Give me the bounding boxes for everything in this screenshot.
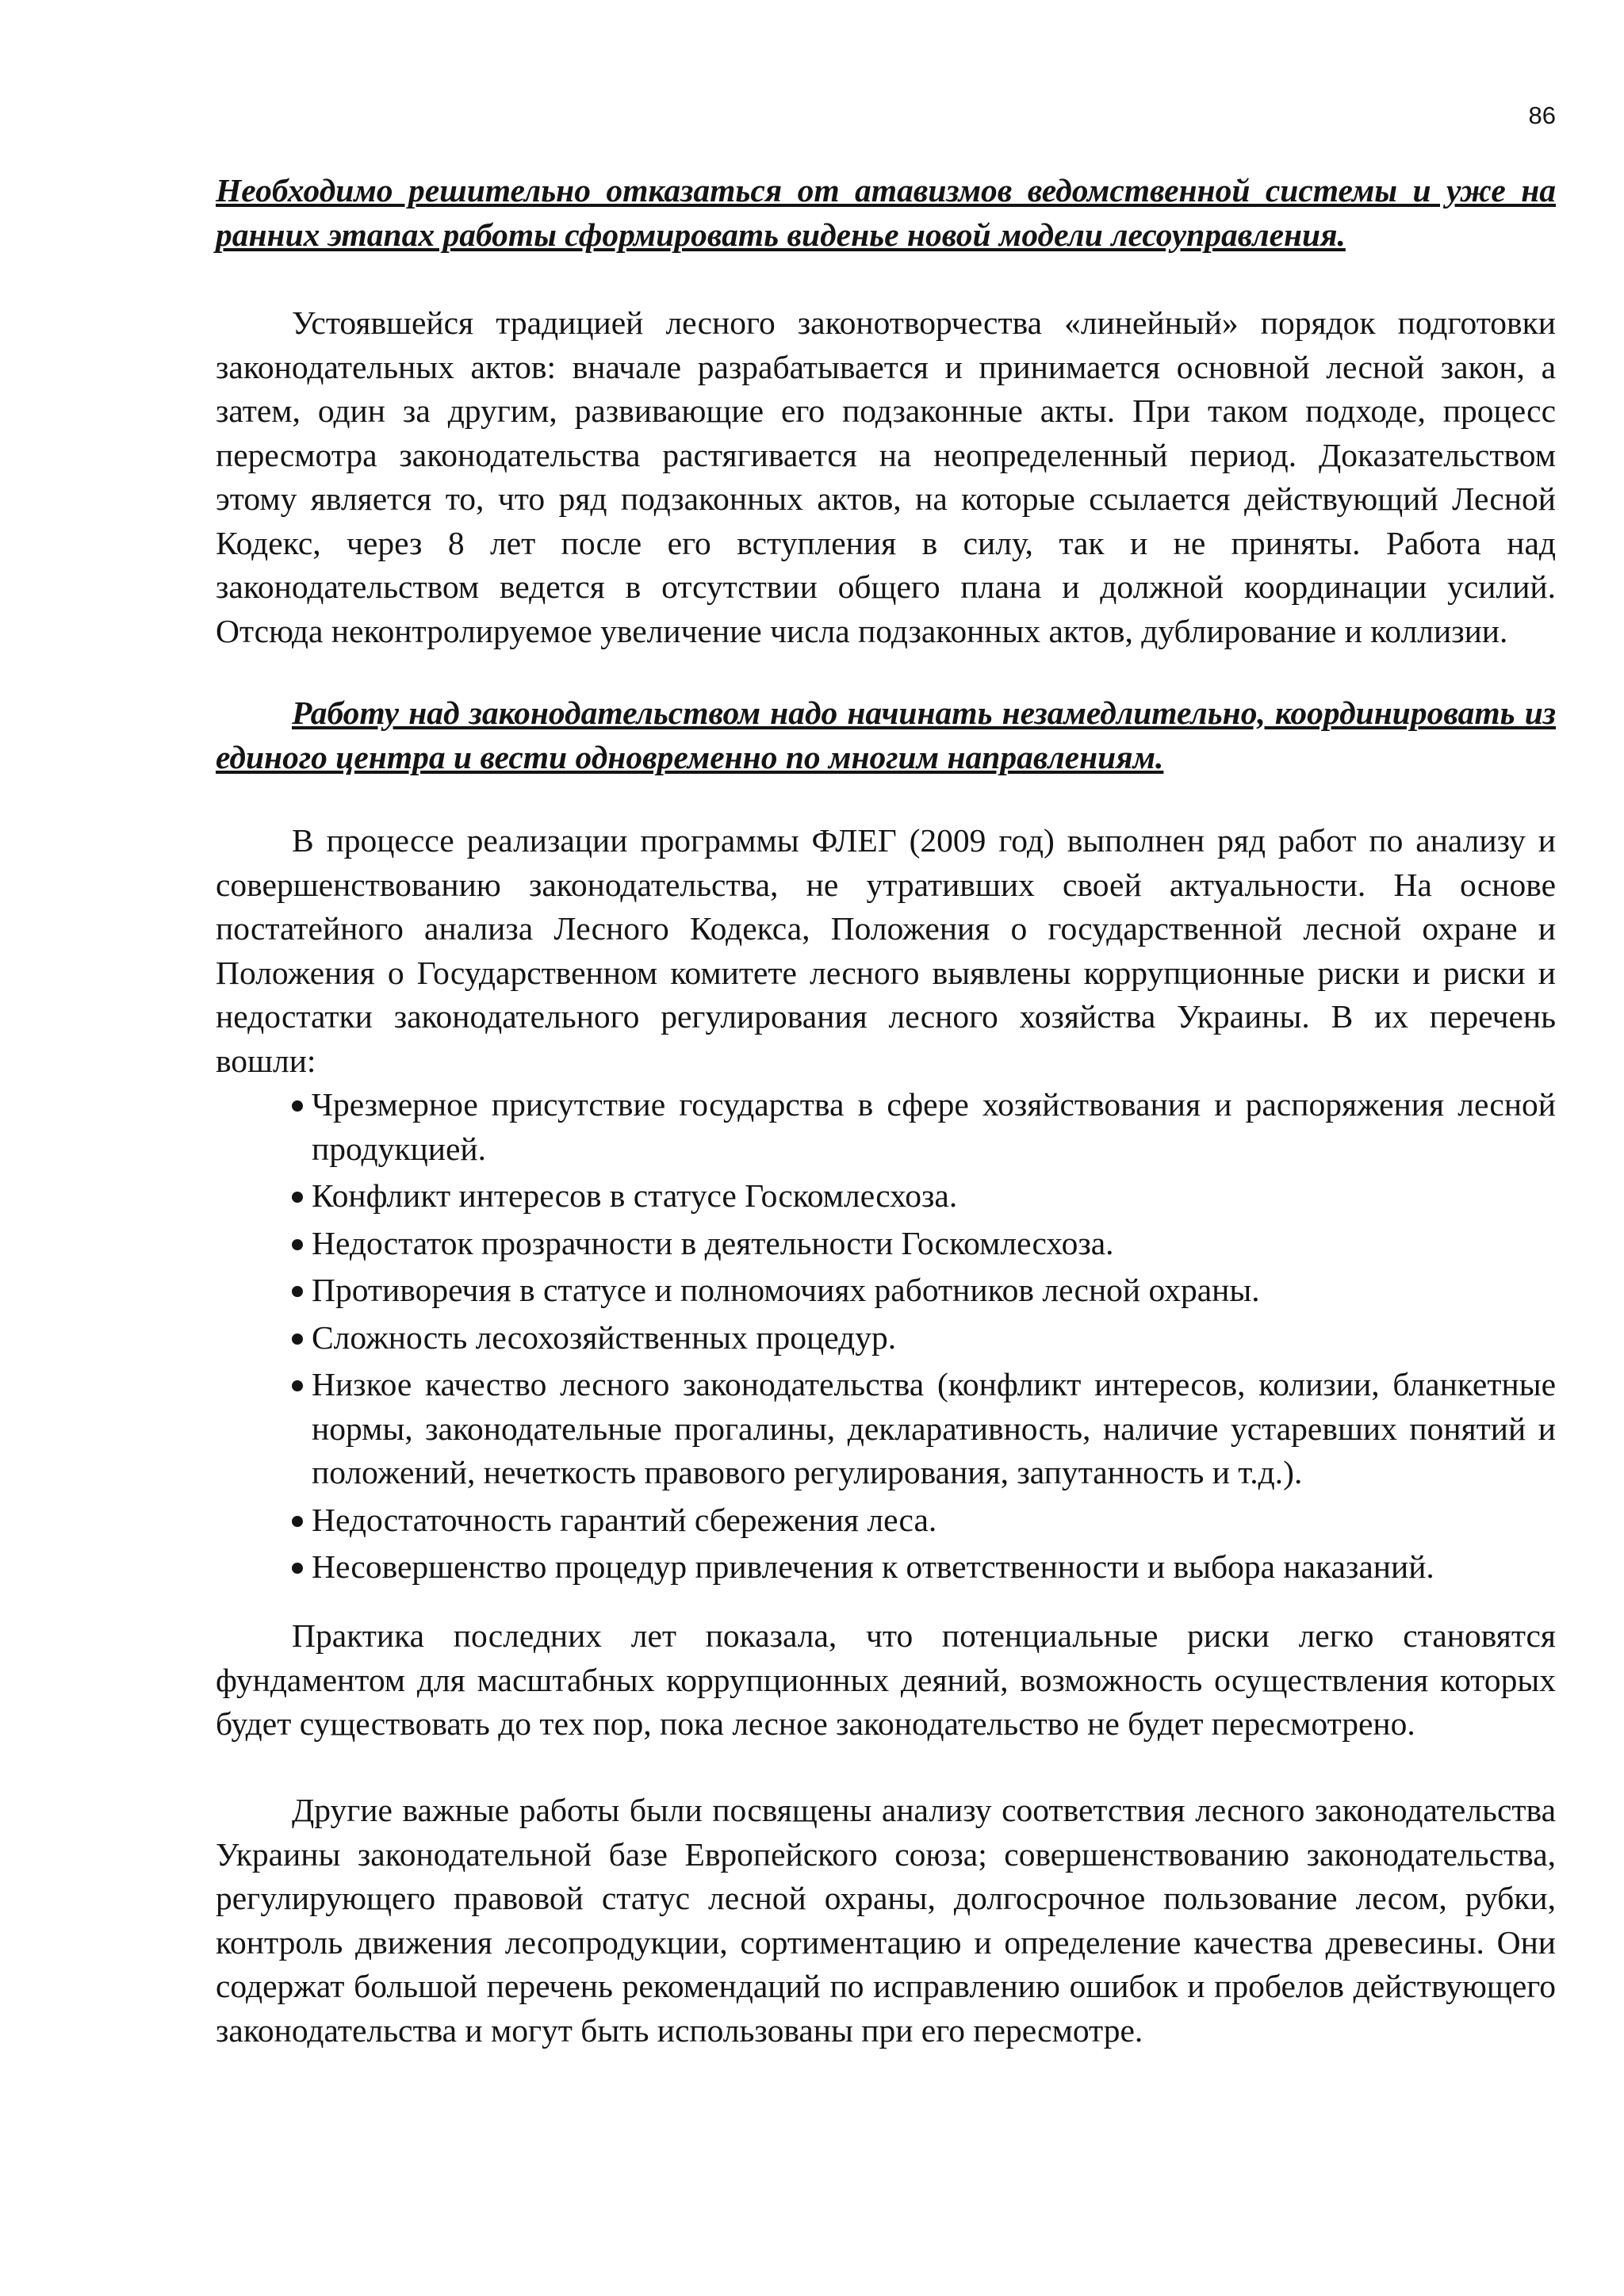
bullet-icon bbox=[292, 1334, 303, 1345]
bullet-icon bbox=[292, 1100, 303, 1112]
list-item: Недостаточность гарантий сбережения леса. bbox=[292, 1498, 1556, 1543]
paragraph-4: Другие важные работы были посвящены анализу соответствия лесного законодательства Украины законодательной базе Европейского союза; совершенствованию законодательства, регулирующего правовой статус лесной охраны, долгосрочное пользование лесом, рубки, контроль движения лесопродукции, сортиментацию и определение качества древесины. Они содержат большой перечень рекомендаций по исправлению ошибок и пробелов действующего законодательства и могут быть использованы при его пересмотре. bbox=[216, 1792, 1556, 2049]
list-item: Недостаток прозрачности в деятельности Госкомлесхоза. bbox=[292, 1222, 1556, 1266]
heading-2: Работу над законодательством надо начинать незамедлительно, координировать из единого центра и вести одновременно по многим направлениям. bbox=[216, 695, 1556, 775]
bullet-icon bbox=[292, 1380, 303, 1391]
heading-1: Необходимо решительно отказаться от атавизмов ведомственной системы и уже на ранних этапах работы сформировать виденье новой модели лесоуправления. bbox=[216, 172, 1556, 253]
list-item: Низкое качество лесного законодательства (конфликт интересов, колизии, бланкетные нормы, законодательные прогалины, декларативность, наличие устаревших понятий и положений, нечеткость правового регулирования, запутанность и т.д.). bbox=[292, 1363, 1556, 1495]
block-bullets bbox=[216, 1083, 1556, 1590]
bullet-icon bbox=[292, 1563, 303, 1574]
list-item: Противоречия в статусе и полномочиях работников лесной охраны. bbox=[292, 1269, 1556, 1313]
bullet-icon bbox=[292, 1239, 303, 1250]
list-item: Сложность лесохозяйственных процедур. bbox=[292, 1316, 1556, 1360]
block-para-2 bbox=[216, 819, 1556, 1083]
block-heading-1 bbox=[216, 169, 1556, 257]
list-item: Несовершенство процедур привлечения к ответственности и выбора наказаний. bbox=[292, 1545, 1556, 1590]
block-heading-2 bbox=[216, 691, 1556, 779]
list-item: Чрезмерное присутствие государства в сфере хозяйствования и распоряжения лесной продукцией. bbox=[292, 1083, 1556, 1171]
block-para-4 bbox=[216, 1789, 1556, 2053]
paragraph-3: Практика последних лет показала, что потенциальные риски легко становятся фундаментом для масштабных коррупционных деяний, возможность осуществления которых будет существовать до тех пор, пока лесное законодательство не будет пересмотрено. bbox=[216, 1617, 1556, 1742]
bullet-icon bbox=[292, 1286, 303, 1297]
page-number: 86 bbox=[1528, 101, 1556, 129]
paragraph-1: Устоявшейся традицией лесного законотворчества «линейный» порядок подготовки законодательных актов: вначале разрабатывается и принимается основной лесной закон, а затем, один за другим, развивающие его подзаконные акты. При таком подходе, процесс пересмотра законодательства растягивается на неопределенный период. Доказательством этому является то, что ряд подзаконных актов, на которые ссылается действующий Лесной Кодекс, через 8 лет после его вступления в силу, так и не приняты. Работа над законодательством ведется в отсутствии общего плана и должной координации усилий. Отсюда неконтролируемое увеличение числа подзаконных актов, дублирование и коллизии. bbox=[216, 304, 1556, 649]
paragraph-2: В процессе реализации программы ФЛЕГ (2009 год) выполнен ряд работ по анализу и совершенствованию законодательства, не утративших своей актуальности. На основе постатейного анализа Лесного Кодекса, Положения о государственной лесной охране и Положения о Государственном комитете лесного выявлены коррупционные риски и риски и недостатки законодательного регулирования лесного хозяйства Украины. В их перечень вошли: bbox=[216, 822, 1556, 1079]
bullet-list bbox=[216, 1083, 1556, 1590]
block-para-3 bbox=[216, 1614, 1556, 1747]
bullet-icon bbox=[292, 1516, 303, 1527]
block-para-1 bbox=[216, 301, 1556, 653]
list-item: Конфликт интересов в статусе Госкомлесхоза. bbox=[292, 1174, 1556, 1219]
bullet-icon bbox=[292, 1192, 303, 1203]
